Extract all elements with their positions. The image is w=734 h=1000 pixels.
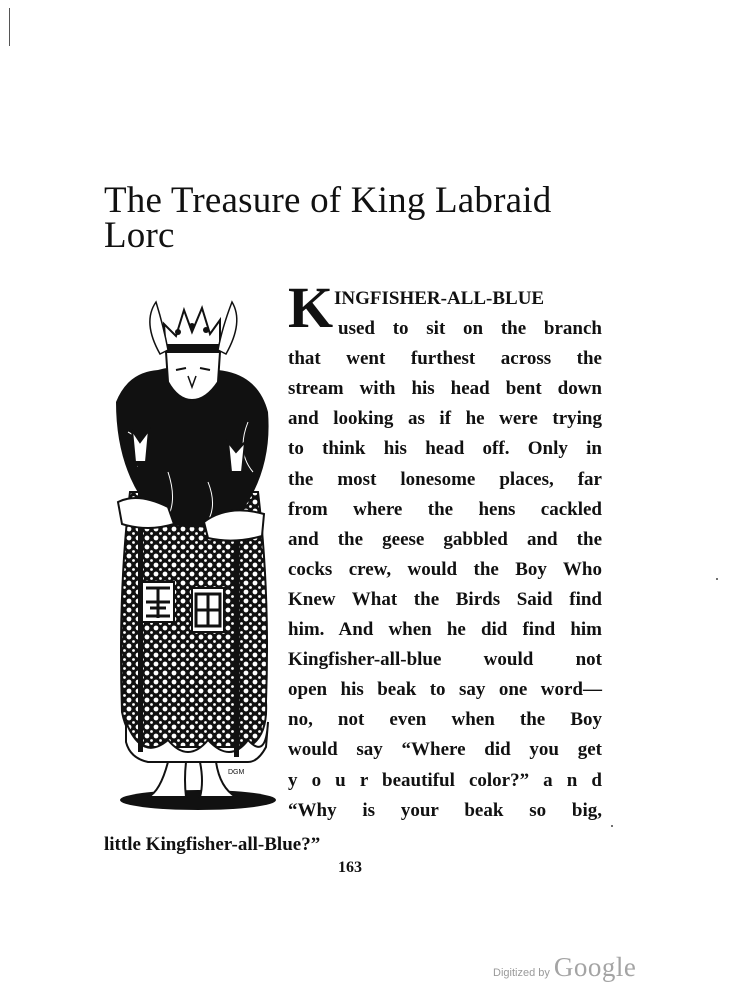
text-line: would say “Where did you get <box>288 739 602 761</box>
text-line: used to sit on the branch <box>338 318 602 340</box>
first-line-text: INGFISHER-ALL-BLUE <box>334 288 545 309</box>
text-line: from where the hens cackled <box>288 498 602 520</box>
text-line: y o u r beautiful color?” a n d <box>288 769 602 791</box>
chapter-title: The Treasure of King Labraid Lorc <box>104 180 552 256</box>
text-line: and the geese gabbled and the <box>288 528 602 550</box>
illustration-signature: DGM <box>228 769 245 776</box>
google-logo: Google <box>553 952 637 982</box>
text-line: him. And when he did find him <box>288 619 602 641</box>
last-line-text: little Kingfisher-all-Blue?” <box>104 834 321 855</box>
text-line: the most lonesome places, far <box>288 468 602 490</box>
speck <box>611 825 613 827</box>
text-line: to think his head off. Only in <box>288 438 602 460</box>
text-line: Kingfisher-all-blue would not <box>288 649 602 671</box>
text-line: “Why is your beak so big, <box>288 799 602 821</box>
text-line: that went furthest across the <box>288 348 602 370</box>
page-number: 163 <box>338 859 362 876</box>
text-line: no, not even when the Boy <box>288 709 602 731</box>
speck <box>716 578 718 580</box>
scan-margin-line <box>9 8 10 46</box>
text-line: and looking as if he were trying <box>288 408 602 430</box>
digitized-by-watermark <box>493 952 636 983</box>
text-line: cocks crew, would the Boy Who <box>288 558 602 580</box>
text-line: Knew What the Birds Said find <box>288 588 602 610</box>
king-illustration <box>108 292 276 814</box>
body-paragraph <box>288 275 602 826</box>
text-line: stream with his head bent down <box>288 378 602 400</box>
drop-cap: K <box>288 275 334 340</box>
watermark-prefix: Digitized by <box>493 967 550 979</box>
text-line: open his beak to say one word— <box>288 679 602 701</box>
